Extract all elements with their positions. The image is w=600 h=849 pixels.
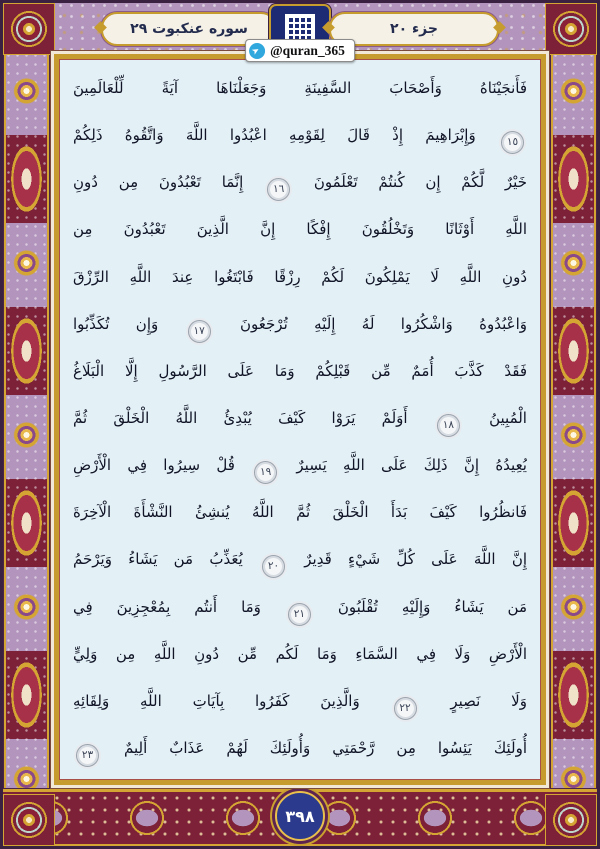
quran-line	[73, 679, 527, 726]
quran-line	[73, 490, 527, 537]
verse-text: أُولَئِكَ يَئِسُوا مِن رَّحْمَتِي وَأُولَئِكَ لَهُمْ عَذَابٌ أَلِيمٌ	[124, 738, 527, 757]
verse-text: وَإِن تُكَذِّبُوا	[73, 314, 159, 333]
telegram-icon: ➤	[249, 43, 265, 59]
verse-text: الْمُبِينُ	[489, 408, 527, 427]
verse-text: وَالَّذِينَ كَفَرُوا بِآيَاتِ اللَّهِ وَلِقَائِهِ	[73, 691, 360, 710]
ayah-number-marker: ١٩	[254, 461, 277, 484]
quran-line	[73, 726, 527, 773]
verse-text: وَلَا نَصِيرٍ	[450, 691, 527, 710]
ayah-number-marker: ١٧	[188, 320, 211, 343]
verse-text: قُلْ سِيرُوا فِي الْأَرْضِ	[73, 456, 235, 475]
corner-ornament-top-right	[545, 3, 597, 55]
telegram-watermark-badge	[245, 39, 355, 62]
verse-text: إِنَّمَا تَعْبُدُونَ مِن دُونِ	[73, 173, 244, 192]
left-border-ornament	[3, 50, 50, 789]
ayah-number-marker: ٢٠	[262, 555, 285, 578]
quran-line	[73, 632, 527, 679]
ayah-number-marker: ١٨	[437, 414, 460, 437]
page-number: ٣٩٨	[285, 806, 315, 826]
verse-text: فَقَدْ كَذَّبَ أُمَمٌ مِّن قَبْلِكُمْ وَمَا عَلَى الرَّسُولِ إِلَّا الْبَلَاغُ	[73, 361, 527, 380]
quran-lines	[73, 66, 527, 773]
quran-line	[73, 349, 527, 396]
verse-text: فَانظُرُوا كَيْفَ بَدَأَ الْخَلْقَ ثُمَّ اللَّهُ يُنشِئُ النَّشْأَةَ الْآخِرَةَ	[73, 503, 527, 522]
verse-text: يُعَذِّبُ مَن يَشَاءُ وَيَرْحَمُ	[73, 550, 243, 569]
verse-text: أَوَلَمْ يَرَوْا كَيْفَ يُبْدِئُ اللَّهُ الْخَلْقَ ثُمَّ	[73, 408, 408, 427]
quran-line	[73, 302, 527, 349]
inner-frame	[59, 59, 541, 780]
juz-label: جزء ٢٠	[390, 21, 438, 37]
verse-text: مَن يَشَاءُ وَإِلَيْهِ تُقْلَبُونَ	[337, 597, 527, 616]
verse-text: وَمَا أَنتُم بِمُعْجِزِينَ فِي	[73, 597, 261, 616]
text-panel	[50, 50, 550, 789]
ayah-number-marker: ٢٢	[394, 697, 417, 720]
page-number-badge	[275, 791, 325, 841]
surah-title-label: سوره عنكبوت ٢٩	[130, 21, 248, 37]
gold-frame	[54, 54, 546, 785]
corner-ornament-bottom-right	[545, 794, 597, 846]
verse-text: فَأَنجَيْنَاهُ وَأَصْحَابَ السَّفِينَةِ وَجَعَلْنَاهَا آيَةً لِّلْعَالَمِينَ	[73, 79, 527, 97]
verse-text: وَاعْبُدُوهُ وَاشْكُرُوا لَهُ إِلَيْهِ تُرْجَعُونَ	[240, 314, 527, 333]
quran-line	[73, 66, 527, 113]
quran-line	[73, 585, 527, 632]
telegram-handle: @quran_365	[270, 42, 345, 58]
corner-ornament-bottom-left	[3, 794, 55, 846]
quran-line	[73, 160, 527, 207]
quran-line	[73, 207, 527, 254]
verse-text: الْأَرْضِ وَلَا فِي السَّمَاءِ وَمَا لَكُم مِّن دُونِ اللَّهِ مِن وَلِيٍّ	[73, 644, 527, 663]
ayah-number-marker: ٢١	[288, 603, 311, 626]
quran-line	[73, 443, 527, 490]
verse-text: خَيْرٌ لَّكُمْ إِن كُنتُمْ تَعْلَمُونَ	[313, 173, 527, 192]
verse-text: دُونِ اللَّهِ لَا يَمْلِكُونَ لَكُمْ رِزْقًا فَابْتَغُوا عِندَ اللَّهِ الرِّزْقَ	[73, 267, 527, 286]
ayah-number-marker: ١٦	[267, 178, 290, 201]
ayah-number-marker: ٢٣	[76, 744, 99, 767]
verse-text: إِنَّ اللَّهَ عَلَى كُلِّ شَيْءٍ قَدِيرٌ	[304, 550, 527, 569]
quran-line	[73, 396, 527, 443]
quran-line	[73, 255, 527, 302]
quran-line	[73, 113, 527, 160]
corner-ornament-top-left	[3, 3, 55, 55]
verse-text: يُعِيدُهُ إِنَّ ذَلِكَ عَلَى اللَّهِ يَسِيرٌ	[296, 456, 527, 475]
quran-line	[73, 537, 527, 584]
verse-text: اللَّهِ أَوْثَانًا وَتَخْلُقُونَ إِفْكًا إِنَّ الَّذِينَ تَعْبُدُونَ مِن	[73, 220, 527, 239]
ayah-number-marker: ١٥	[501, 131, 524, 154]
verse-text: وَإِبْرَاهِيمَ إِذْ قَالَ لِقَوْمِهِ اعْبُدُوا اللَّهَ وَاتَّقُوهُ ذَلِكُمْ	[73, 126, 476, 145]
right-border-ornament	[550, 50, 597, 789]
